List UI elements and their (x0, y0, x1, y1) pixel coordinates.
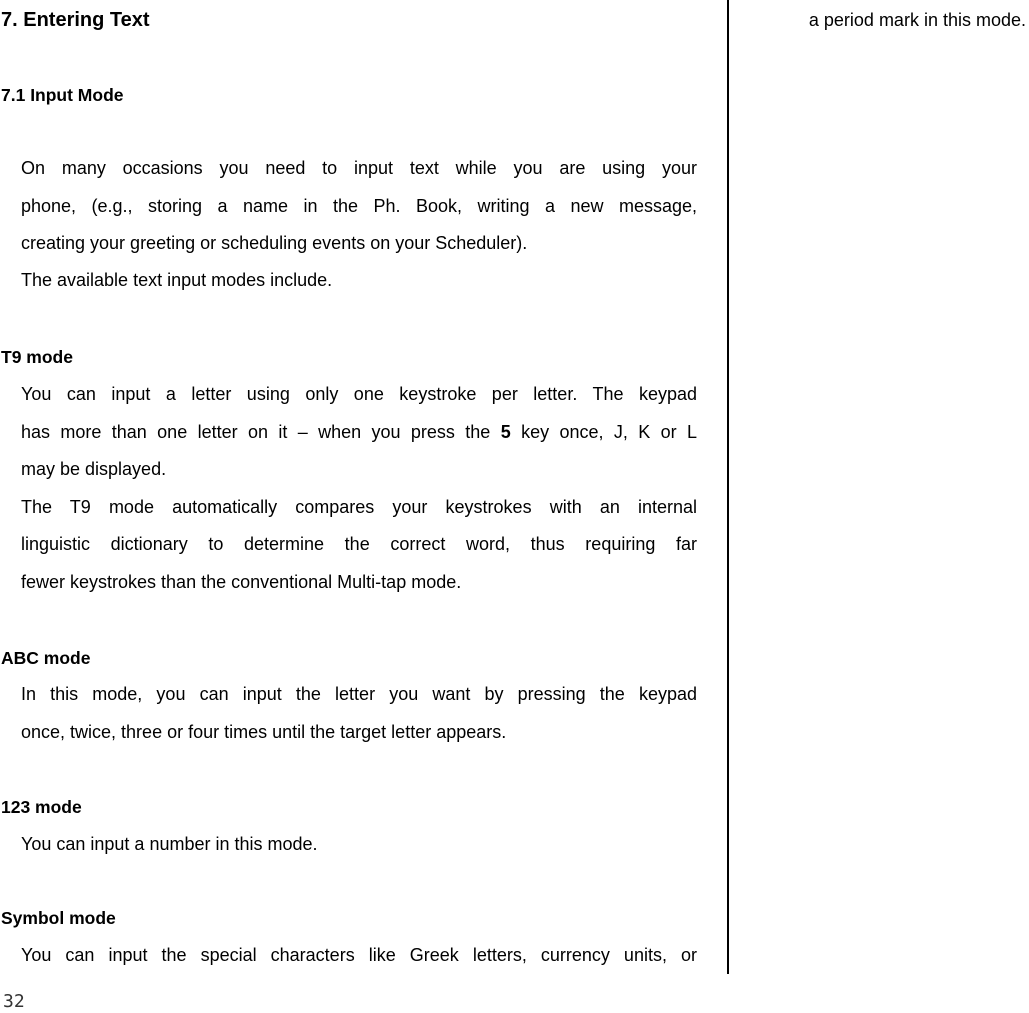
t9-mode-heading: T9 mode (1, 347, 73, 367)
number-paragraph (21, 826, 697, 864)
intro-line: The available text input modes include. (21, 270, 333, 290)
t9-line: The T9 mode automatically compares your keystrokes with an internal (21, 496, 697, 517)
abc-line: In this mode, you can input the letter you want by pressing the keypad (21, 684, 697, 704)
section-title: 7.1 Input Mode (1, 85, 124, 105)
page-number: 32 (3, 991, 25, 1012)
t9-line: You can input a letter using only one keystroke per letter. The keypad (21, 384, 697, 404)
intro-line: On many occasions you need to input text while you are using your (21, 158, 697, 178)
intro-line: phone, (e.g., storing a name in the Ph. Book, writing a new message, (21, 195, 697, 216)
t9-line: linguistic dictionary to determine the correct word, thus requiring far (21, 534, 697, 554)
column-divider (727, 0, 729, 974)
intro-paragraph (21, 150, 697, 263)
t9-paragraph (21, 376, 697, 601)
t9-line: may be displayed. (21, 459, 167, 479)
chapter-title: 7. Entering Text (1, 9, 150, 31)
intro-line: creating your greeting or scheduling events on your Scheduler). (21, 233, 528, 253)
t9-line (21, 414, 697, 452)
number-mode-heading: 123 mode (1, 797, 82, 817)
number-line: You can input a number in this mode. (21, 834, 318, 854)
abc-mode-heading: ABC mode (1, 648, 91, 668)
symbol-mode-heading: Symbol mode (1, 908, 116, 928)
right-column-continuation: a period mark in this mode. (808, 10, 1026, 30)
abc-paragraph (21, 676, 697, 751)
abc-line: once, twice, three or four times until the target letter appears. (21, 721, 507, 742)
key-5-label: 5 (500, 421, 511, 442)
symbol-paragraph (21, 937, 697, 975)
intro-modes-paragraph (21, 262, 697, 300)
t9-line-text: key once, J, K or L (510, 421, 697, 442)
t9-line: fewer keystrokes than the conventional Multi-tap mode. (21, 571, 462, 592)
t9-line-text: has more than one letter on it – when you press the (21, 421, 501, 442)
symbol-line: You can input the special characters like Greek letters, currency units, or (21, 945, 697, 965)
